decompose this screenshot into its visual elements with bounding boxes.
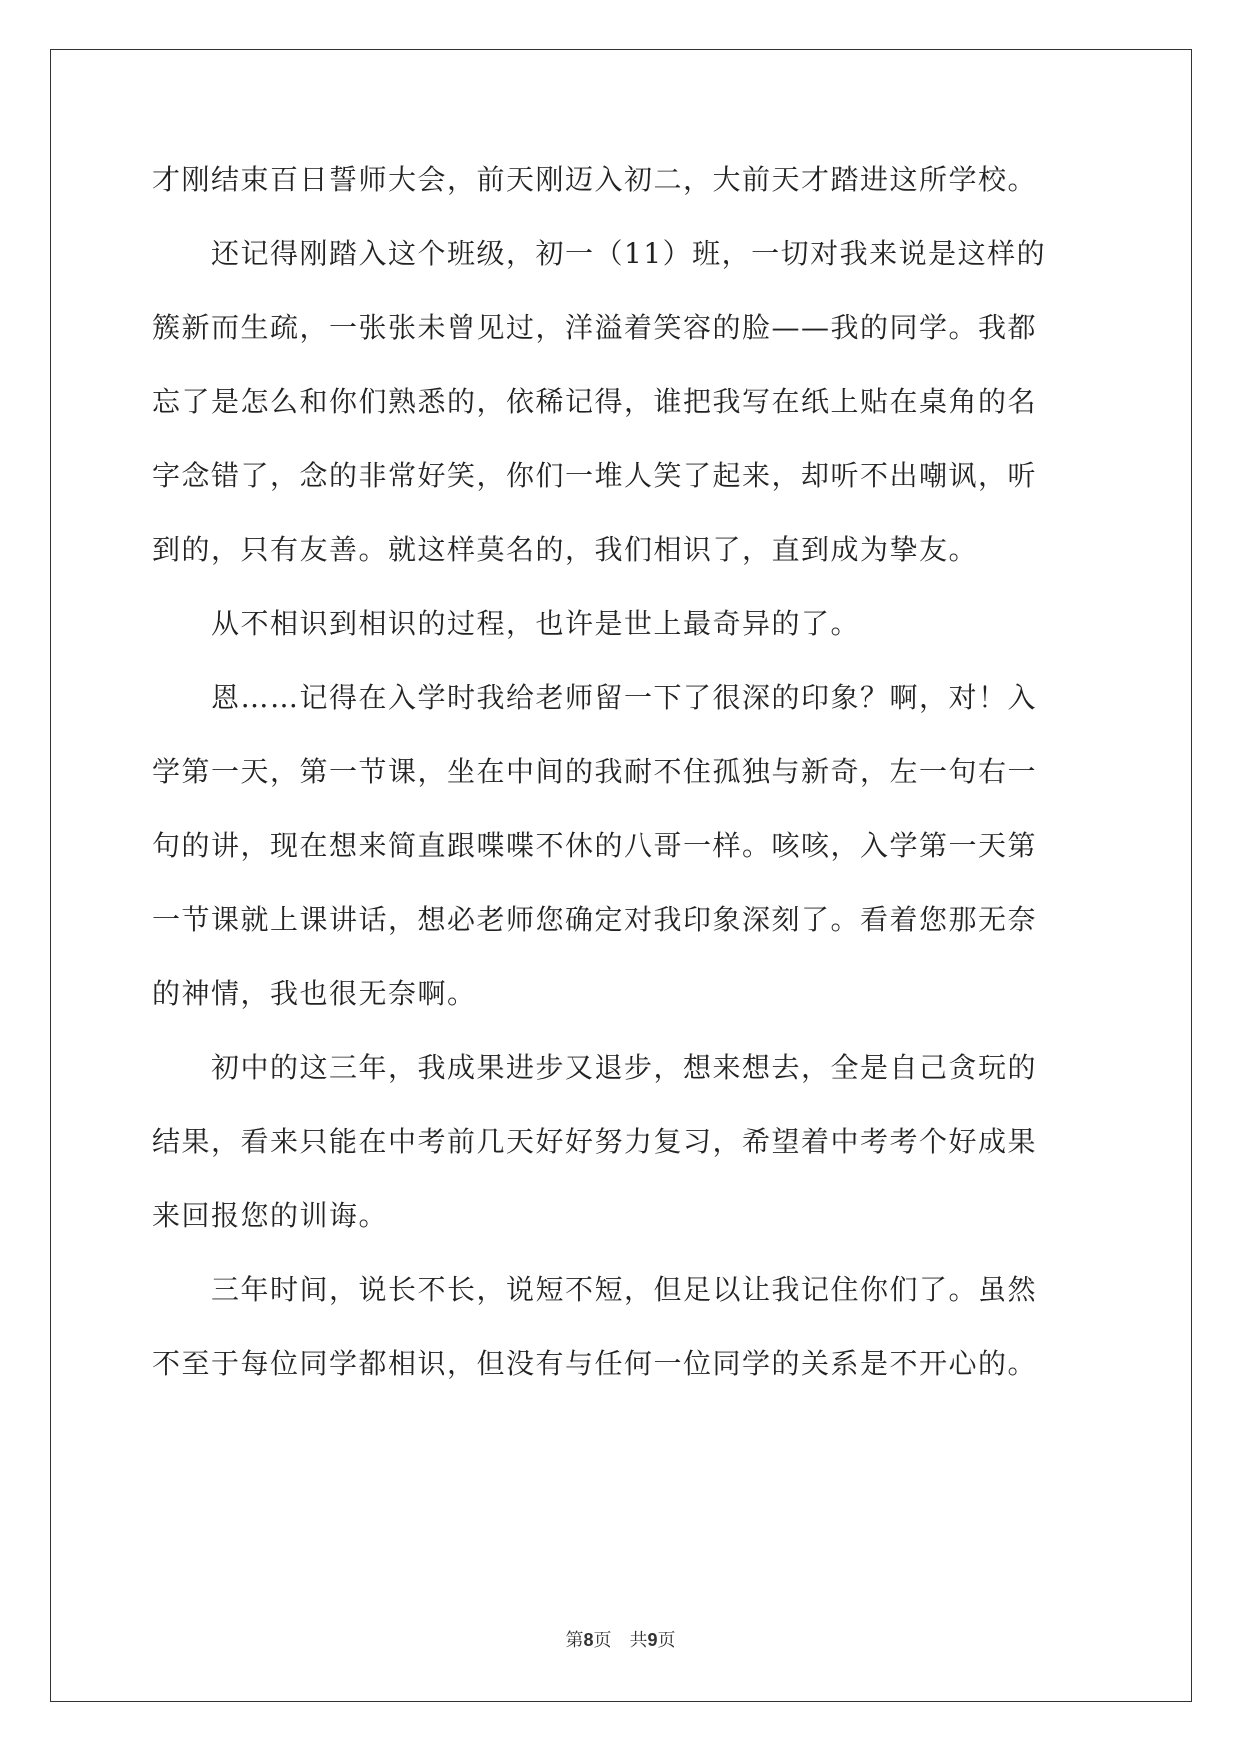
footer-total-prefix: 共: [629, 1630, 648, 1651]
current-page-number: 8: [583, 1630, 594, 1650]
page-border: [50, 49, 1192, 1702]
text-line: 字念错了，念的非常好笑，你们一堆人笑了起来，却听不出嘲讽，听: [152, 459, 1038, 492]
text-line: 才刚结束百日誓师大会，前天刚迈入初二，大前天才踏进这所学校。: [152, 163, 1038, 196]
text-line: 学第一天，第一节课，坐在中间的我耐不住孤独与新奇，左一句右一: [152, 755, 1038, 788]
text-line: 恩……记得在入学时我给老师留一下了很深的印象？啊，对！入: [152, 681, 1038, 714]
text-line: 簇新而生疏，一张张未曾见过，洋溢着笑容的脸——我的同学。我都: [152, 311, 1038, 344]
footer-total-unit: 页: [657, 1630, 676, 1651]
footer-prefix: 第: [565, 1630, 584, 1651]
text-line: 结果，看来只能在中考前几天好好努力复习，希望着中考考个好成果: [152, 1125, 1038, 1158]
total-pages-number: 9: [647, 1630, 658, 1650]
footer-page-unit: 页: [593, 1630, 612, 1651]
page-footer: [0, 1626, 1241, 1652]
text-line: 到的，只有友善。就这样莫名的，我们相识了，直到成为挚友。: [152, 533, 979, 566]
text-line: 忘了是怎么和你们熟悉的，依稀记得，谁把我写在纸上贴在桌角的名: [152, 385, 1038, 418]
text-line: 初中的这三年，我成果进步又退步，想来想去，全是自己贪玩的: [152, 1051, 1038, 1084]
text-line: 的神情，我也很无奈啊。: [152, 977, 477, 1010]
text-line: 句的讲，现在想来简直跟喋喋不休的八哥一样。咳咳，入学第一天第: [152, 829, 1038, 862]
text-line: 不至于每位同学都相识，但没有与任何一位同学的关系是不开心的。: [152, 1347, 1038, 1380]
text-line: 还记得刚踏入这个班级，初一（11）班，一切对我来说是这样的: [152, 237, 1047, 270]
text-line: 一节课就上课讲话，想必老师您确定对我印象深刻了。看着您那无奈: [152, 903, 1038, 936]
text-line: 三年时间，说长不长，说短不短，但足以让我记住你们了。虽然: [152, 1273, 1038, 1306]
text-line: 从不相识到相识的过程，也许是世上最奇异的了。: [152, 607, 861, 640]
text-line: 来回报您的训诲。: [152, 1199, 389, 1232]
